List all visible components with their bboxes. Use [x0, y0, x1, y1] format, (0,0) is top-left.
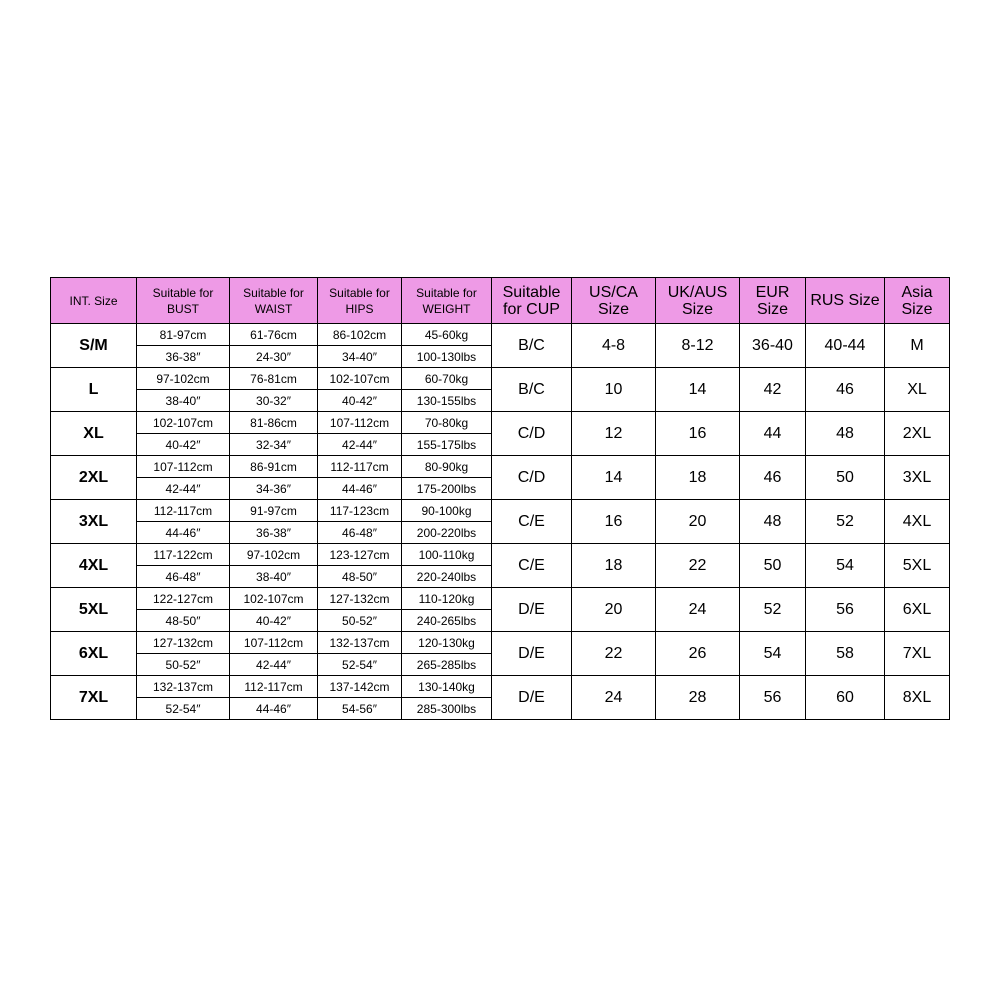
uk-aus-size-cell: 20 [656, 500, 740, 544]
header-waist: Suitable for WAIST [230, 278, 318, 324]
eur-size-cell: 54 [740, 632, 806, 676]
header-int-size: INT. Size [51, 278, 137, 324]
hips-cm-cell: 127-132cm [318, 588, 402, 610]
waist-cm-cell: 91-97cm [230, 500, 318, 522]
weight-lbs-cell: 220-240lbs [402, 566, 492, 588]
hips-cm-cell: 112-117cm [318, 456, 402, 478]
bust-inch-cell: 42-44″ [137, 478, 230, 500]
uk-aus-size-cell: 18 [656, 456, 740, 500]
uk-aus-size-cell: 26 [656, 632, 740, 676]
weight-lbs-cell: 240-265lbs [402, 610, 492, 632]
hips-cm-cell: 107-112cm [318, 412, 402, 434]
table-row [51, 324, 950, 346]
table-row [51, 368, 950, 390]
us-ca-size-cell: 24 [572, 676, 656, 720]
header-bust: Suitable for BUST [137, 278, 230, 324]
bust-inch-cell: 44-46″ [137, 522, 230, 544]
waist-inch-cell: 38-40″ [230, 566, 318, 588]
bust-cm-cell: 132-137cm [137, 676, 230, 698]
int-size-cell: S/M [51, 324, 137, 368]
eur-size-cell: 48 [740, 500, 806, 544]
weight-lbs-cell: 100-130lbs [402, 346, 492, 368]
int-size-cell: 4XL [51, 544, 137, 588]
waist-cm-cell: 97-102cm [230, 544, 318, 566]
cup-cell: D/E [492, 588, 572, 632]
us-ca-size-cell: 10 [572, 368, 656, 412]
waist-cm-cell: 81-86cm [230, 412, 318, 434]
rus-size-cell: 54 [806, 544, 885, 588]
waist-inch-cell: 42-44″ [230, 654, 318, 676]
hips-cm-cell: 102-107cm [318, 368, 402, 390]
waist-cm-cell: 86-91cm [230, 456, 318, 478]
weight-kg-cell: 60-70kg [402, 368, 492, 390]
asia-size-cell: 2XL [885, 412, 950, 456]
us-ca-size-cell: 4-8 [572, 324, 656, 368]
int-size-cell: XL [51, 412, 137, 456]
bust-cm-cell: 102-107cm [137, 412, 230, 434]
cup-cell: B/C [492, 368, 572, 412]
us-ca-size-cell: 22 [572, 632, 656, 676]
asia-size-cell: XL [885, 368, 950, 412]
int-size-cell: 2XL [51, 456, 137, 500]
asia-size-cell: M [885, 324, 950, 368]
bust-inch-cell: 46-48″ [137, 566, 230, 588]
bust-inch-cell: 48-50″ [137, 610, 230, 632]
table-row [51, 632, 950, 654]
hips-inch-cell: 44-46″ [318, 478, 402, 500]
weight-kg-cell: 45-60kg [402, 324, 492, 346]
table-row [51, 676, 950, 698]
waist-cm-cell: 107-112cm [230, 632, 318, 654]
header-rus: RUS Size [806, 278, 885, 324]
asia-size-cell: 3XL [885, 456, 950, 500]
us-ca-size-cell: 16 [572, 500, 656, 544]
header-weight: Suitable for WEIGHT [402, 278, 492, 324]
bust-cm-cell: 112-117cm [137, 500, 230, 522]
weight-lbs-cell: 200-220lbs [402, 522, 492, 544]
weight-kg-cell: 100-110kg [402, 544, 492, 566]
bust-inch-cell: 52-54″ [137, 698, 230, 720]
rus-size-cell: 56 [806, 588, 885, 632]
uk-aus-size-cell: 28 [656, 676, 740, 720]
weight-lbs-cell: 130-155lbs [402, 390, 492, 412]
hips-inch-cell: 50-52″ [318, 610, 402, 632]
hips-inch-cell: 48-50″ [318, 566, 402, 588]
size-chart-body [51, 324, 950, 720]
hips-inch-cell: 46-48″ [318, 522, 402, 544]
int-size-cell: 7XL [51, 676, 137, 720]
hips-inch-cell: 54-56″ [318, 698, 402, 720]
hips-cm-cell: 86-102cm [318, 324, 402, 346]
size-chart-table [50, 277, 950, 720]
waist-inch-cell: 36-38″ [230, 522, 318, 544]
rus-size-cell: 60 [806, 676, 885, 720]
eur-size-cell: 46 [740, 456, 806, 500]
cup-cell: D/E [492, 632, 572, 676]
asia-size-cell: 8XL [885, 676, 950, 720]
header-cup: Suitable for CUP [492, 278, 572, 324]
table-row [51, 588, 950, 610]
rus-size-cell: 46 [806, 368, 885, 412]
weight-lbs-cell: 175-200lbs [402, 478, 492, 500]
header-eur: EUR Size [740, 278, 806, 324]
eur-size-cell: 36-40 [740, 324, 806, 368]
bust-inch-cell: 36-38″ [137, 346, 230, 368]
hips-inch-cell: 52-54″ [318, 654, 402, 676]
hips-cm-cell: 137-142cm [318, 676, 402, 698]
bust-cm-cell: 97-102cm [137, 368, 230, 390]
asia-size-cell: 4XL [885, 500, 950, 544]
header-uk-aus: UK/AUS Size [656, 278, 740, 324]
bust-inch-cell: 38-40″ [137, 390, 230, 412]
bust-cm-cell: 81-97cm [137, 324, 230, 346]
uk-aus-size-cell: 14 [656, 368, 740, 412]
waist-cm-cell: 76-81cm [230, 368, 318, 390]
rus-size-cell: 48 [806, 412, 885, 456]
rus-size-cell: 40-44 [806, 324, 885, 368]
table-row [51, 500, 950, 522]
hips-inch-cell: 34-40″ [318, 346, 402, 368]
waist-inch-cell: 34-36″ [230, 478, 318, 500]
header-hips: Suitable for HIPS [318, 278, 402, 324]
weight-kg-cell: 70-80kg [402, 412, 492, 434]
weight-lbs-cell: 265-285lbs [402, 654, 492, 676]
us-ca-size-cell: 18 [572, 544, 656, 588]
bust-inch-cell: 50-52″ [137, 654, 230, 676]
weight-kg-cell: 120-130kg [402, 632, 492, 654]
cup-cell: C/D [492, 456, 572, 500]
waist-inch-cell: 44-46″ [230, 698, 318, 720]
header-asia: Asia Size [885, 278, 950, 324]
rus-size-cell: 58 [806, 632, 885, 676]
waist-inch-cell: 32-34″ [230, 434, 318, 456]
eur-size-cell: 52 [740, 588, 806, 632]
waist-cm-cell: 61-76cm [230, 324, 318, 346]
eur-size-cell: 42 [740, 368, 806, 412]
weight-kg-cell: 90-100kg [402, 500, 492, 522]
uk-aus-size-cell: 8-12 [656, 324, 740, 368]
cup-cell: D/E [492, 676, 572, 720]
header-row [51, 278, 950, 324]
hips-cm-cell: 123-127cm [318, 544, 402, 566]
us-ca-size-cell: 12 [572, 412, 656, 456]
cup-cell: C/E [492, 500, 572, 544]
weight-lbs-cell: 155-175lbs [402, 434, 492, 456]
us-ca-size-cell: 14 [572, 456, 656, 500]
asia-size-cell: 7XL [885, 632, 950, 676]
table-row [51, 544, 950, 566]
int-size-cell: L [51, 368, 137, 412]
bust-cm-cell: 122-127cm [137, 588, 230, 610]
eur-size-cell: 56 [740, 676, 806, 720]
bust-cm-cell: 127-132cm [137, 632, 230, 654]
weight-kg-cell: 130-140kg [402, 676, 492, 698]
header-us-ca: US/CA Size [572, 278, 656, 324]
asia-size-cell: 5XL [885, 544, 950, 588]
waist-inch-cell: 40-42″ [230, 610, 318, 632]
waist-cm-cell: 112-117cm [230, 676, 318, 698]
int-size-cell: 6XL [51, 632, 137, 676]
weight-kg-cell: 110-120kg [402, 588, 492, 610]
eur-size-cell: 44 [740, 412, 806, 456]
bust-cm-cell: 107-112cm [137, 456, 230, 478]
cup-cell: C/E [492, 544, 572, 588]
cup-cell: C/D [492, 412, 572, 456]
hips-inch-cell: 42-44″ [318, 434, 402, 456]
rus-size-cell: 50 [806, 456, 885, 500]
rus-size-cell: 52 [806, 500, 885, 544]
weight-kg-cell: 80-90kg [402, 456, 492, 478]
uk-aus-size-cell: 16 [656, 412, 740, 456]
int-size-cell: 5XL [51, 588, 137, 632]
eur-size-cell: 50 [740, 544, 806, 588]
asia-size-cell: 6XL [885, 588, 950, 632]
waist-inch-cell: 30-32″ [230, 390, 318, 412]
waist-inch-cell: 24-30″ [230, 346, 318, 368]
hips-inch-cell: 40-42″ [318, 390, 402, 412]
bust-cm-cell: 117-122cm [137, 544, 230, 566]
waist-cm-cell: 102-107cm [230, 588, 318, 610]
cup-cell: B/C [492, 324, 572, 368]
table-row [51, 456, 950, 478]
table-row [51, 412, 950, 434]
hips-cm-cell: 117-123cm [318, 500, 402, 522]
uk-aus-size-cell: 24 [656, 588, 740, 632]
hips-cm-cell: 132-137cm [318, 632, 402, 654]
bust-inch-cell: 40-42″ [137, 434, 230, 456]
us-ca-size-cell: 20 [572, 588, 656, 632]
uk-aus-size-cell: 22 [656, 544, 740, 588]
int-size-cell: 3XL [51, 500, 137, 544]
weight-lbs-cell: 285-300lbs [402, 698, 492, 720]
